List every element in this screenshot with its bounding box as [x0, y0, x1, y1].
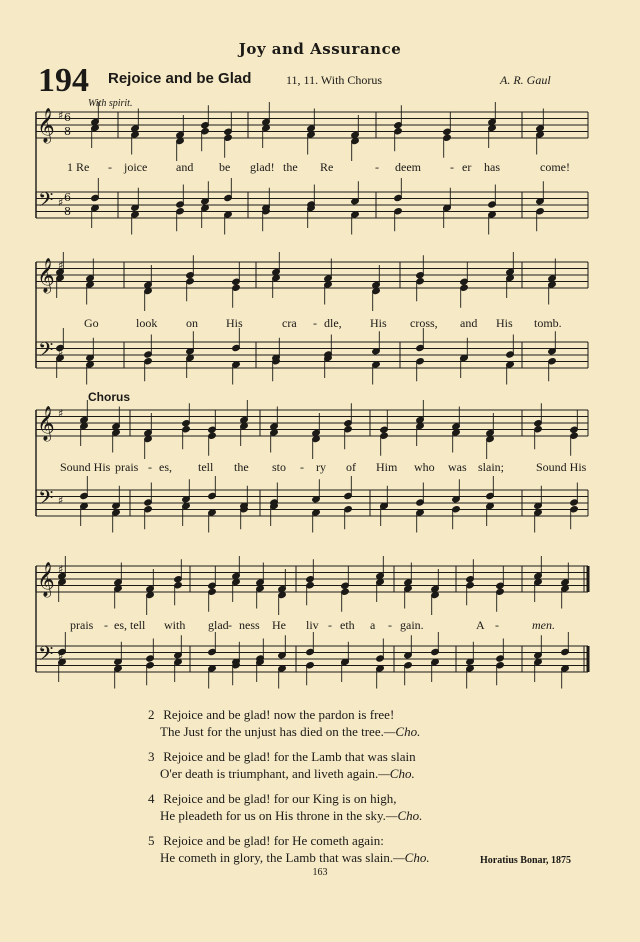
lyric-syllable: men. [532, 618, 555, 632]
time-signature-bottom: 8 [64, 205, 71, 218]
bass-clef-icon: 𝄢 [38, 338, 54, 366]
lyrics-line-1 [0, 160, 640, 174]
lyric-syllable: with [164, 618, 186, 632]
sharp-icon: ♯ [58, 563, 64, 576]
treble-clef-icon: 𝄞 [37, 406, 55, 441]
verses [148, 706, 588, 874]
treble-clef-icon: 𝄞 [37, 258, 55, 293]
lyric-syllable: the [283, 160, 298, 174]
verse-line: He cometh in glory, the Lamb that was slain. [160, 850, 394, 865]
lyric-syllable: - [300, 460, 304, 474]
author-credit: Horatius Bonar, 1875 [480, 855, 572, 866]
lyric-syllable: - [228, 618, 232, 632]
lyric-syllable: - [148, 460, 152, 474]
lyric-syllable: tell [198, 460, 214, 474]
lyric-syllable: on [186, 316, 198, 330]
lyric-syllable: was [448, 460, 467, 474]
lyric-syllable: - [328, 618, 332, 632]
lyric-syllable: His [370, 316, 387, 330]
lyric-syllable: glad! [250, 160, 275, 174]
lyric-syllable: tomb. [534, 316, 562, 330]
lyric-syllable: 1 Re [67, 160, 90, 174]
bass-clef-icon: 𝄢 [38, 486, 54, 514]
bass-clef-icon: 𝄢 [38, 188, 54, 216]
lyric-syllable: slain; [478, 460, 504, 474]
lyric-syllable: es, [114, 618, 127, 632]
verse-line: Rejoice and be glad! now the pardon is free! [163, 707, 395, 722]
sharp-icon: ♯ [58, 494, 64, 507]
lyric-syllable: - [450, 160, 454, 174]
sharp-icon: ♯ [58, 346, 64, 359]
chorus-label: Chorus [88, 390, 130, 404]
sharp-icon: ♯ [58, 259, 64, 272]
lyric-syllable: gain. [400, 618, 424, 632]
lyrics-line-4 [0, 618, 640, 632]
chorus-cue: —Cho. [393, 850, 430, 865]
verse-line: He pleadeth for us on His throne in the sky. [160, 808, 386, 823]
lyric-syllable: and [176, 160, 194, 174]
time-signature-top: 6 [64, 111, 71, 124]
lyric-syllable: of [346, 460, 356, 474]
hymn-number: 194 [38, 62, 89, 99]
meter: 11, 11. With Chorus [286, 73, 383, 87]
lyric-syllable: He [272, 618, 286, 632]
verse-2 [148, 706, 588, 740]
lyric-syllable: the [234, 460, 249, 474]
lyric-syllable: - [104, 618, 108, 632]
sharp-icon: ♯ [58, 650, 64, 663]
lyric-syllable: Re [320, 160, 334, 174]
lyric-syllable: eth [340, 618, 355, 632]
lyric-syllable: dle, [324, 316, 342, 330]
verse-4 [148, 790, 588, 824]
lyric-syllable: A [476, 618, 485, 632]
lyric-syllable: His [226, 316, 243, 330]
sharp-icon: ♯ [58, 109, 64, 122]
lyrics-line-3 [0, 460, 640, 474]
lyric-syllable: liv [306, 618, 319, 632]
lyric-syllable: Go [84, 316, 99, 330]
hymn-title: Rejoice and be Glad [108, 70, 252, 87]
lyric-syllable: - [495, 618, 499, 632]
verse-line: The Just for the unjust has died on the tree. [160, 724, 384, 739]
verse-number: 5 [148, 833, 155, 848]
lyric-syllable: tell [130, 618, 146, 632]
composer: A. R. Gaul [500, 73, 551, 87]
lyric-syllable: His [496, 316, 513, 330]
sharp-icon: ♯ [58, 407, 64, 420]
lyric-syllable: has [484, 160, 500, 174]
lyric-syllable: ness [239, 618, 260, 632]
time-signature-bottom: 8 [64, 125, 71, 138]
treble-clef-icon: 𝄞 [37, 562, 55, 597]
lyrics-line-2 [0, 316, 640, 330]
verse-line: O'er death is triumphant, and liveth again. [160, 766, 379, 781]
lyric-syllable: look [136, 316, 158, 330]
chorus-cue: —Cho. [383, 724, 421, 739]
lyric-syllable: be [219, 160, 231, 174]
lyric-syllable: glad [208, 618, 229, 632]
lyric-syllable: joice [124, 160, 148, 174]
lyric-syllable: come! [540, 160, 570, 174]
tempo-marking: With spirit. [88, 98, 133, 109]
lyric-syllable: prais [115, 460, 139, 474]
verse-3 [148, 748, 588, 782]
treble-clef-icon: 𝄞 [37, 108, 55, 143]
page-number: 163 [312, 867, 328, 878]
lyric-syllable: Sound His [60, 460, 111, 474]
lyric-syllable: - [388, 618, 392, 632]
lyric-syllable: - [375, 160, 379, 174]
lyric-syllable: cross, [410, 316, 438, 330]
bass-clef-icon: 𝄢 [38, 642, 54, 670]
lyric-syllable: who [414, 460, 435, 474]
time-signature-top: 6 [64, 191, 71, 204]
verse-line: Rejoice and be glad! for the Lamb that was slain [163, 749, 416, 764]
lyric-syllable: ry [316, 460, 326, 474]
verse-line: Rejoice and be glad! for our King is on high, [163, 791, 397, 806]
lyric-syllable: cra [282, 316, 297, 330]
lyric-syllable: Sound His [536, 460, 587, 474]
lyric-syllable: es, [159, 460, 172, 474]
lyric-syllable: sto [272, 460, 287, 474]
lyric-syllable: and [460, 316, 478, 330]
lyric-syllable: - [108, 160, 112, 174]
verse-line: Rejoice and be glad! for He cometh again: [163, 833, 384, 848]
verse-number: 4 [148, 791, 155, 806]
verse-number: 2 [148, 707, 155, 722]
chorus-cue: —Cho. [378, 766, 415, 781]
lyric-syllable: a [370, 618, 376, 632]
lyric-syllable: er [462, 160, 472, 174]
sharp-icon: ♯ [58, 196, 64, 209]
lyric-syllable: prais [70, 618, 94, 632]
lyric-syllable: - [313, 316, 317, 330]
section-title: Joy and Assurance [238, 40, 402, 58]
chorus-cue: —Cho. [385, 808, 423, 823]
verse-number: 3 [148, 749, 155, 764]
lyric-syllable: Him [376, 460, 398, 474]
lyric-syllable: deem [395, 160, 421, 174]
